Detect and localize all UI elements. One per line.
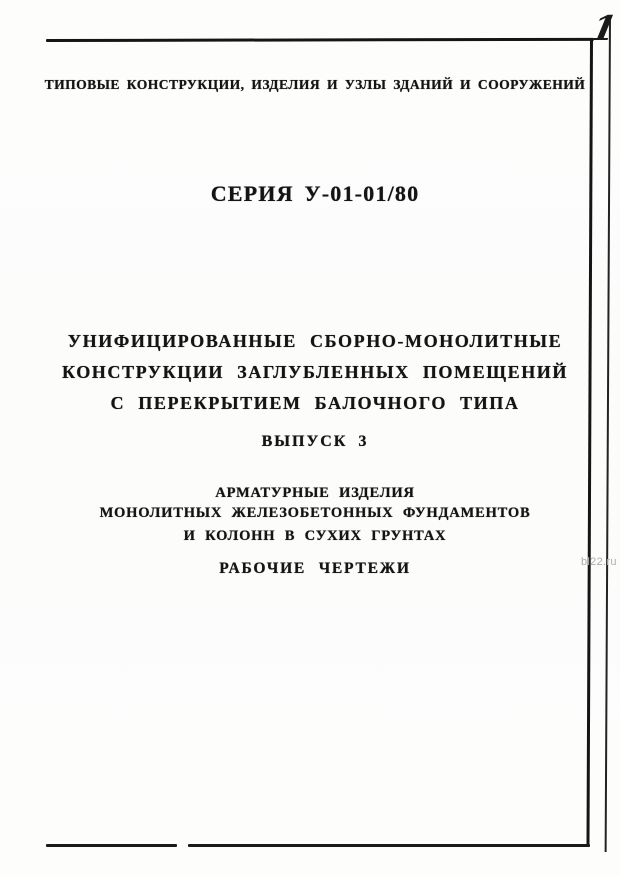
subtitle-line-1: АРМАТУРНЫЕ ИЗДЕЛИЯ <box>215 485 415 501</box>
subtitle-line-3: И КОЛОНН В СУХИХ ГРУНТАХ <box>183 528 447 544</box>
issue-number: ВЫПУСК 3 <box>261 433 369 450</box>
frame-top-border <box>46 38 594 42</box>
subtitle-line-2: МОНОЛИТНЫХ ЖЕЛЕЗОБЕТОННЫХ ФУНДАМЕНТОВ <box>99 505 531 521</box>
subtitle <box>10 483 620 546</box>
frame-bottom-border-right-segment <box>188 844 590 847</box>
main-title-line-2: КОНСТРУКЦИИ ЗАГЛУБЛЕННЫХ ПОМЕЩЕНИЙ <box>62 362 568 382</box>
frame-bottom-border-left-segment <box>46 844 177 847</box>
main-title-line-3: С ПЕРЕКРЫТИЕМ БАЛОЧНОГО ТИПА <box>110 393 520 413</box>
main-title <box>10 326 620 419</box>
series-title: СЕРИЯ У-01-01/80 <box>210 181 420 206</box>
handwritten-page-number: 1 <box>587 9 620 49</box>
main-title-line-1: УНИФИЦИРОВАННЫЕ СБОРНО-МОНОЛИТНЫЕ <box>67 331 563 351</box>
document-type-label: РАБОЧИЕ ЧЕРТЕЖИ <box>219 560 411 577</box>
document-category-header: ТИПОВЫЕ КОНСТРУКЦИИ, ИЗДЕЛИЯ И УЗЛЫ ЗДАНИЙ И СООРУЖЕНИЙ <box>44 77 586 92</box>
site-watermark: bl22.ru <box>581 556 617 568</box>
